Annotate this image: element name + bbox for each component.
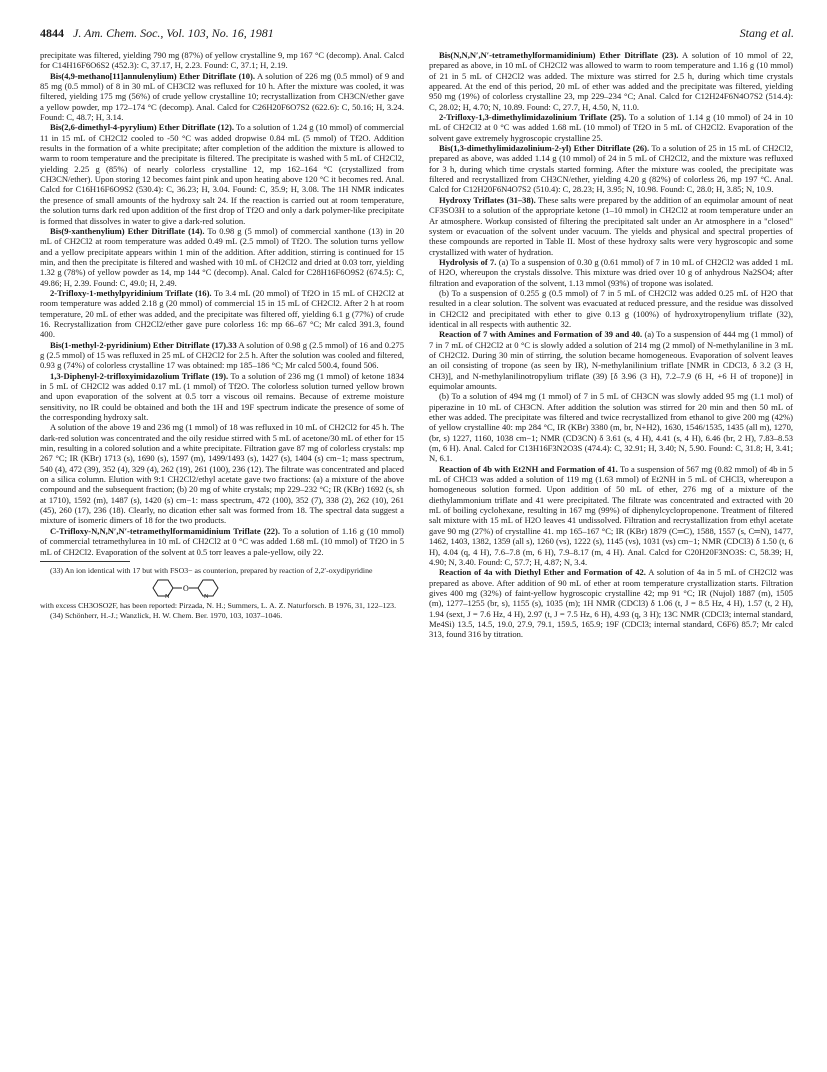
footnote: with excess CH3OSO2F, has been reported: Pirzada, N. H.; Summers, L. A. Z. Naturforsch. B 1976, 31, 122–123. (40, 601, 397, 611)
section-heading: Reaction of 7 with Amines and Formation of 39 and 40. (439, 329, 643, 340)
section-heading: Bis(N,N,N′,N′-tetramethylformamidinium) Ether Ditriflate (23). (439, 50, 679, 60)
section-heading: Hydroxy Triflates (31–38). (439, 194, 536, 205)
section-heading: 2-Trifloxy-1-methylpyridinium Triflate (16). (50, 287, 212, 298)
section-heading: Hydrolysis of 7. (439, 256, 497, 267)
footnotes (40, 566, 404, 621)
footnote-divider (40, 561, 130, 562)
svg-text:N: N (165, 594, 170, 600)
svg-text:O: O (183, 584, 189, 594)
paragraph: Bis(1-methyl-2-pyridinium) Ether Ditriflate (17).33 A solution of 0.98 g (2.5 mmol) of 16 and 0.275 g (2.5 mmol) of 15 was refluxed in 25 mL of CH2Cl2 for 2.5 h. After the solution was cooled and filtered, 0.93 g (74%) of colorless crystalline 17 was obtained: mp 185–186 °C; Mr calcd 500.4, found 506. (40, 339, 404, 371)
paragraph: Reaction of 4b with Et2NH and Formation of 41. To a suspension of 567 mg (0.82 mmol) of 4b in 5 mL of CHCl3 was added a solution of 119 mg (1.63 mmol) of Et2NH in 5 mL of CHCl3, whereupon a homogeneous solution formed. Upon addition of 50 mL of ether, 276 mg of a mixture of the diethylammonium triflate and 41 were precipitated. The filtrate was concentrated and extracted with 20 mL of boiling cyclohexane, resulting in 167 mg (99%) of diphenylcyclopropenone. Treatment of filtered salt mixture with 15 mL of H2O leaves 41 undissolved. Filtration and recrystallization from ethyl acetate gave 90 mg (27%) of crystalline 41. mp 165–167 °C; IR (KBr) 1879 (C═C), 1588, 1557 (s, C═N), 1477, 1462, 1403, 1382, 1359 (all s), 1260 (vs), 1222 (s), 1145 (vs), 1031 (vs) cm−1; NMR (CDCl3) δ 1.50 (t, 6 H), 4.04 (q, 4 H), 7.6–7.8 (m, 6 H), 7.9–8.17 (m, 4 H). Anal. Calcd for C20H20F3NO3S: C, 58.39; H, 4.90; N, 3.40. Found: C, 57.7; H, 4.87; N, 3.4. (429, 463, 793, 567)
paragraph: Hydroxy Triflates (31–38). These salts were prepared by the addition of an equimolar amount of neat CF3SO3H to a solution of the appropriate ketone (1–10 mmol) in CH2Cl2 at room temperature under an Ar atmosphere. Workup consisted of filtering the precipitated salt under an Ar atmosphere in a "closed" system or evacuation of the solvent under vacuum. The yields and physical and spectral properties of these compounds are reported in Table II. Most of these hydroxy salts were very hygroscopic and some crystallized with water of hydration. (429, 194, 793, 257)
page-number: 4844 (40, 26, 64, 40)
journal-page (40, 26, 794, 640)
paragraph: Bis(4,9-methano[11]annulenylium) Ether Ditriflate (10). A solution of 226 mg (0.5 mmol) of 9 and 85 mg (0.5 mmol) of 8 in 30 mL of CH3Cl2 was refluxed for 10 h. After the mixture was cooled, it was filtered, yielding 175 mg (56%) of crude yellow crystalline 10; recrystallization from CH3CN/ether gave a yellow powder, mp 172–174 °C (decomp). Anal. Calcd for C26H20F6O7S2 (622.6): C, 50.16; H, 3.24. Found: C, 48.7; H, 3.14. (40, 70, 404, 123)
paragraph: (b) To a solution of 494 mg (1 mmol) of 7 in 5 mL of CH3CN was slowly added 95 mg (1.1 mol) of piperazine in 10 mL of CH3CN. After addition the solution was stirred for 20 min and then 50 mL of ether was added. The precipitate was filtered and twice recrystallized from ethanol to give 200 mg (42%) of yellow crystalline 40: mp 284 °C, IR (KBr) 3380 (m, br, N+H2), 1630, 1546/1535, 1435 (all m), 1270, (br, s) 1227, 1160, 1038 cm−1; NMR (CD3CN) δ 3.61 (s, 4 H), 4.41 (s, 4 H), 6.46 (br, 2 H), 7.83–8.53 (m, 6 H). Anal. Calcd for C13H16F3N2O3S (474.4): C, 32.91; H, 3.40; N, 5.90. Found: C, 31.8; H, 3.41; N, 6.1. (429, 391, 793, 464)
footnote: (33) An ion identical with 17 but with FSO3− as counterion, prepared by reaction of 2,2′-oxydipyridine (50, 565, 373, 575)
paragraph: Bis(1,3-dimethylimidazolinium-2-yl) Ether Ditriflate (26). To a solution of 25 in 15 mL of CH2Cl2, prepared as above, was added 1.14 g (10 mmol) of 24 in 5 mL of CH2Cl2, and the mixture was refluxed for 3 h, during which time crystals started forming. After the mixture was cooled, the precipitate was filtered and recrystallized from CH3CN/ether, yielding 4.20 g (82%) of colorless 26, mp 197 °C. Anal. Calcd for C12H20F6N4O7S2 (510.4): C, 28.23; H, 3.95; N, 10.98. Found: C, 28.0; H, 3.85; N, 10.9. (429, 143, 794, 195)
paragraph: (b) To a suspension of 0.255 g (0.5 mmol) of 7 in 5 mL of CH2Cl2 was added 0.25 mL of H2O that resulted in a clear solution. The solvent was evacuated at reduced pressure, and the residue was dissolved in CH2Cl2 and precipitated with ether to give 0.13 g (100%) of hydroxytropenylium triflate (32), identical in all respects with authentic 32. (429, 287, 793, 329)
section-heading: 1,3-Diphenyl-2-trifloxyimidazolium Triflate (19). (50, 370, 229, 381)
paragraph: Bis(2,6-dimethyl-4-pyrylium) Ether Ditriflate (12). To a solution of 1.24 g (10 mmol) of commercial 11 in 15 mL of CH2Cl2 cooled to -50 °C was added dropwise 0.84 mL (5 mmol) of Tf2O. Addition results in the formation of a white precipitate; after completion of the addition the mixture is allowed to warm to room temperature and the precipitate is filtered. The precipitate is washed with 5 mL of CH2Cl2, yielding 2.25 g (85%) of nearly colorless crystalline 12, mp 162–164 °C (crystallized from CH3CN/ether). Upon storing 12 becomes faint pink and upon heating above 120 °C it becomes red. Anal. Calcd for C16H16F6O9S2 (530.4): C, 36.23; H, 3.04. Found: C, 35.9; H, 3.08. The 1H NMR indicates the presence of small amounts of the hydroxy salt 24. If the reaction is carried out at room temperature, the solution turns dark red upon addition of the first drop of Tf2O and only a dark polymer-like precipitate is formed that dissolves in water to give a dark-red solution. (40, 122, 404, 226)
section-heading: Bis(9-xanthenylium) Ether Ditriflate (14). (50, 225, 205, 236)
paragraph: Reaction of 4a with Diethyl Ether and Formation of 42. A solution of 4a in 5 mL of CH2Cl2 was prepared as above. After addition of 90 mL of ether at room temperature crystallization starts. Filtration gives 400 mg (32%) of faint-yellow hygroscopic crystalline 42; mp 91 °C; IR (Nujol) 1887 (m), 1505 (m), 1277–1255 (br, s), 1155 (s), 1035 (m); 1H NMR (CDCl3) δ 1.06 (t, J = 8.5 Hz, 4 H), 1.57 (t, 2 H), 1.94 (sext, J = 7.6 Hz, 4 H), 2.97 (t, J = 7.5 Hz, 6 H), 4.93 (q, 3 H); 13C NMR (CDCl3; internal standard, Me4Si) 13.5, 14.5, 19.0, 27.9, 79.1, 159.5, 165.9; 19F (CDCl3; internal standard, C6F6) 85.7; Mr calcd 313, found 316 by titration. (429, 567, 793, 640)
paragraph: 2-Trifloxy-1-methylpyridinium Triflate (16). To 3.4 mL (20 mmol) of Tf2O in 15 mL of CH2Cl2 at room temperature was added 2.18 g (20 mmol) of commercial 15 in 15 mL of CH2Cl2. After 2 h at room temperature, 20 mL of ether was added, and the precipitate was filtered off, yielding 6.1 g (77%) of crude 16. Recrystallization from CH2Cl2/ether gave pure colorless 16: mp 66–67 °C; Mr calcd 391.3, found 400. (40, 287, 404, 340)
paragraph: Bis(N,N,N′,N′-tetramethylformamidinium) Ether Ditriflate (23). A solution of 10 mmol of 22, prepared as above, in 10 mL of CH2Cl2 was allowed to warm to room temperature and 1.16 g (10 mmol) of 21 in 5 mL of CH2Cl2 was added. The mixture was stirred for 2.5 h, during which time crystals appeared. At the end of this period, 20 mL of ether was added and the precipitate was filtered, yielding 950 mg (19%) of colorless crystalline 23, mp 229–234 °C; Anal. Calcd for C12H24F6N4O7S2 (514.4): C, 28.02; H, 4.70; N, 10.89. Found: C, 27.7, H, 4.50, N, 11.0. (429, 50, 793, 112)
section-heading: Bis(1,3-dimethylimidazolinium-2-yl) Ether Ditriflate (26). (439, 143, 650, 154)
journal-citation: J. Am. Chem. Soc., Vol. 103, No. 16, 1981 (73, 26, 274, 40)
section-heading: Bis(4,9-methano[11]annulenylium) Ether Ditriflate (10). (50, 70, 255, 81)
oxydipyridine-structure-icon (148, 577, 228, 599)
left-column (40, 50, 404, 621)
paragraph: C-Trifloxy-N,N,N′,N′-tetramethylformamidinium Triflate (22). To a solution of 1.16 g (10 mmol) of commercial tetramethylurea in 10 mL of CH2Cl2 at 0 °C was added 1.68 mL (10 mmol) of Tf2O in 5 mL of CH2Cl2. Evaporation of the solvent at 0.5 torr leaves a pale-yellow, oily 22. (40, 525, 405, 557)
running-authors: Stang et al. (739, 26, 794, 40)
paragraph: precipitate was filtered, yielding 790 mg (87%) of yellow crystalline 9, mp 167 °C (decomp). Anal. Calcd for C14H16F6O6S2 (452.3): C, 37.17, H, 2.23. Found: C, 37.1; H, 2.19. (40, 50, 404, 71)
paragraph: Reaction of 7 with Amines and Formation of 39 and 40. (a) To a suspension of 444 mg (1 mmol) of 7 in 7 mL of CH2Cl2 at 0 °C is slowly added a solution of 214 mg (2 mmol) of N-methylaniline in 3 mL of CH2Cl2. During 30 min of stirring, the solution became homogeneous. Evaporation of solvent leaves an oil consisting of tropone (as seen by IR), N-methylanilinium triflate [NMR in CDCl3, δ 3.2 (3 H, CH3)], and N-methylanilinotropylium triflate (39) [δ 3.96 (3 H), 7.2–7.9 (6 H, +6 H of tropone)] in equimolar amounts. (429, 329, 793, 391)
paragraph: 2-Trifloxy-1,3-dimethylimidazolinium Triflate (25). To a solution of 1.14 g (10 mmol) of 24 in 10 mL of CH2Cl2 at 0 °C was added 1.68 mL (10 mmol) of Tf2O in 5 mL of CH2Cl2. Evaporation of the solvent gave extremely hygroscopic crystalline 25. (429, 112, 794, 143)
paragraph: Hydrolysis of 7. (a) To a suspension of 0.30 g (0.61 mmol) of 7 in 10 mL of CH2Cl2 was added 1 mL of H2O, whereupon the crystals dissolve. This mixture was dried over 10 g of anhydrous Na2SO4; after filtration and evaporation of the solvent, 1.13 mmol (93%) of tropone was isolated. (429, 256, 793, 288)
section-heading: C-Trifloxy-N,N,N′,N′-tetramethylformamidinium Triflate (22). (50, 525, 280, 536)
right-column (429, 50, 793, 640)
section-heading: 2-Trifloxy-1,3-dimethylimidazolinium Triflate (25). (439, 112, 627, 123)
section-heading: Bis(2,6-dimethyl-4-pyrylium) Ether Ditriflate (12). (50, 122, 234, 133)
footnote: (34) Schönherr, H.-J.; Wanzlick, H. W. Chem. Ber. 1970, 103, 1037–1046. (50, 611, 283, 621)
running-header (40, 26, 794, 46)
section-heading: Reaction of 4b with Et2NH and Formation of 41. (439, 463, 618, 474)
section-heading: Bis(1-methyl-2-pyridinium) Ether Ditriflate (17).33 (50, 339, 237, 350)
paragraph: A solution of the above 19 and 236 mg (1 mmol) of 18 was refluxed in 10 mL of CH2Cl2 for 45 h. The dark-red solution was concentrated and the oily residue stirred with 5 mL of acetone/30 mL of ether for 15 min, resulting in a colored solution and a white precipitate. Filtration gave 87 mg of colorless crystals: mp 267 °C; IR (KBr) 1713 (s), 1690 (s), 1597 (m), 1499/1493 (s), 1427 (s), 1404 (s) cm−1; mass spectrum, 540 (4), 472 (39), 352 (4), 329 (4), 262 (19), 261 (100), 236 (12). The filtrate was concentrated and placed on a silica column. Elution with 9:1 CH2Cl2/ethyl acetate gave two fractions: (a) a mixture of the above compound and the subsequent fraction; (b) 20 mg of white crystals; mp 229–232 °C; IR (KBr) 1692 (s, sh at 1710), 1592 (m), 1487 (s), 1420 (s) cm−1: mass spectrum, 472 (100), 352 (7), 338 (2), 262 (10), 261 (45), 260 (17), 236 (18). Clearly, no dication ether salt was formed from 18. The spectral data suggest a mixture of isomeric dimers of 18 for the two products. (40, 422, 404, 526)
section-heading: Reaction of 4a with Diethyl Ether and Formation of 42. (439, 567, 646, 578)
svg-text:N: N (204, 594, 209, 600)
paragraph: Bis(9-xanthenylium) Ether Ditriflate (14). To 0.98 g (5 mmol) of commercial xanthone (13) in 20 mL of CH2Cl2 at room temperature was added 0.49 mL (2.5 mmol) of Tf2O. The solution turns yellow and a yellow precipitate appears within 1 min of the addition. After addition, stirring is continued for 15 min, and then the precipitate is filtered and washed with 10 mL of CH2Cl2 and dried at 0.03 torr, yielding 1.32 g (78%) of yellow powder as 14, mp 144 °C (decomp). Anal. Calcd for C28H16F6O9S2 (674.5): C, 49.86; H, 2.39. Found: C, 49.0; H, 2.49. (40, 225, 404, 288)
paragraph: 1,3-Diphenyl-2-trifloxyimidazolium Triflate (19). To a solution of 236 mg (1 mmol) of ketone 1834 in 5 mL of CH2Cl2 was added 0.17 mL (1 mmol) of Tf2O. The colorless solution turned yellow brown and upon evaporation of the solvent at 0.5 torr a viscous oil remains. Because of extreme moisture sensitivity, no IR could be obtained and both the 1H and 19F spectrum indicate the presence of some of the corresponding hydroxy salt. (40, 370, 404, 423)
